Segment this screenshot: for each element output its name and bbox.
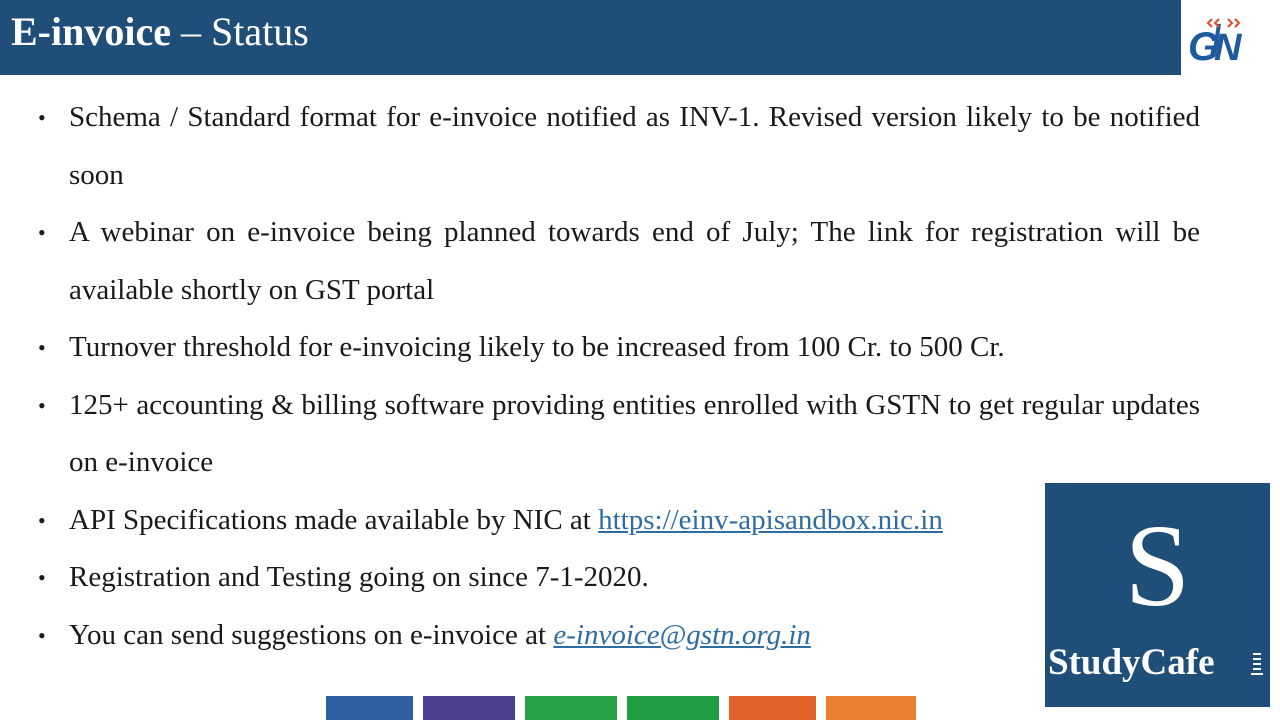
bullet-dot: • [38, 335, 46, 360]
bullet-api-specs [38, 492, 1069, 550]
bullet-list [38, 89, 1200, 664]
svg-text:N: N [1214, 27, 1242, 69]
studycafe-mark-icon [1251, 653, 1263, 675]
gstn-logo-icon [1184, 2, 1274, 74]
footer-bar [627, 696, 719, 720]
footer-bar [423, 696, 515, 720]
footer-bar [729, 696, 816, 720]
bullet-suggestions [38, 607, 1069, 665]
slide-title [11, 9, 309, 55]
bullet-text: Turnover threshold for e-invoicing likely to be increased from 100 Cr. to 500 Cr. [69, 331, 1005, 363]
bullet-text: You can send suggestions on e-invoice at [69, 618, 554, 651]
bullet-text: A webinar on e-invoice being planned towards end of July; The link for registration will be available shortly on GST portal [69, 216, 1200, 306]
bullet-registration [38, 549, 1069, 607]
bullet-text: 125+ accounting & billing software providing entities enrolled with GSTN to get regular updates on e-invoice [69, 388, 1200, 478]
footer-bar [525, 696, 617, 720]
title-rest: – Status [170, 9, 309, 54]
studycafe-name: StudyCafe [1048, 642, 1215, 683]
bullet-dot: • [38, 392, 46, 418]
bullet-dot: • [38, 565, 46, 590]
bullet-dot: • [38, 622, 46, 648]
svg-text:G: G [1188, 25, 1220, 69]
bullet-dot: • [38, 220, 46, 245]
bullet-threshold [38, 319, 1200, 377]
bullet-webinar [38, 204, 1200, 319]
footer-bar [326, 696, 413, 720]
footer-bar [826, 696, 916, 720]
studycafe-watermark [1045, 483, 1270, 707]
bullet-text: Schema / Standard format for e-invoice notified as INV-1. Revised version likely to be notified soon [69, 101, 1200, 191]
title-bar [0, 0, 1181, 75]
api-sandbox-link[interactable]: https://einv-apisandbox.nic.in [598, 503, 943, 536]
bullet-dot: • [38, 507, 46, 533]
bullet-dot: • [38, 105, 46, 130]
email-link[interactable]: e-invoice@gstn.org.in [553, 618, 811, 651]
title-bold: E-invoice [11, 9, 171, 54]
bullet-schema [38, 89, 1200, 204]
bullet-text: API Specifications made available by NIC at [69, 503, 599, 536]
bullet-text: Registration and Testing going on since 7-1-2020. [69, 561, 649, 593]
studycafe-letter: S [1124, 500, 1191, 631]
bullet-software-entities [38, 377, 1200, 492]
